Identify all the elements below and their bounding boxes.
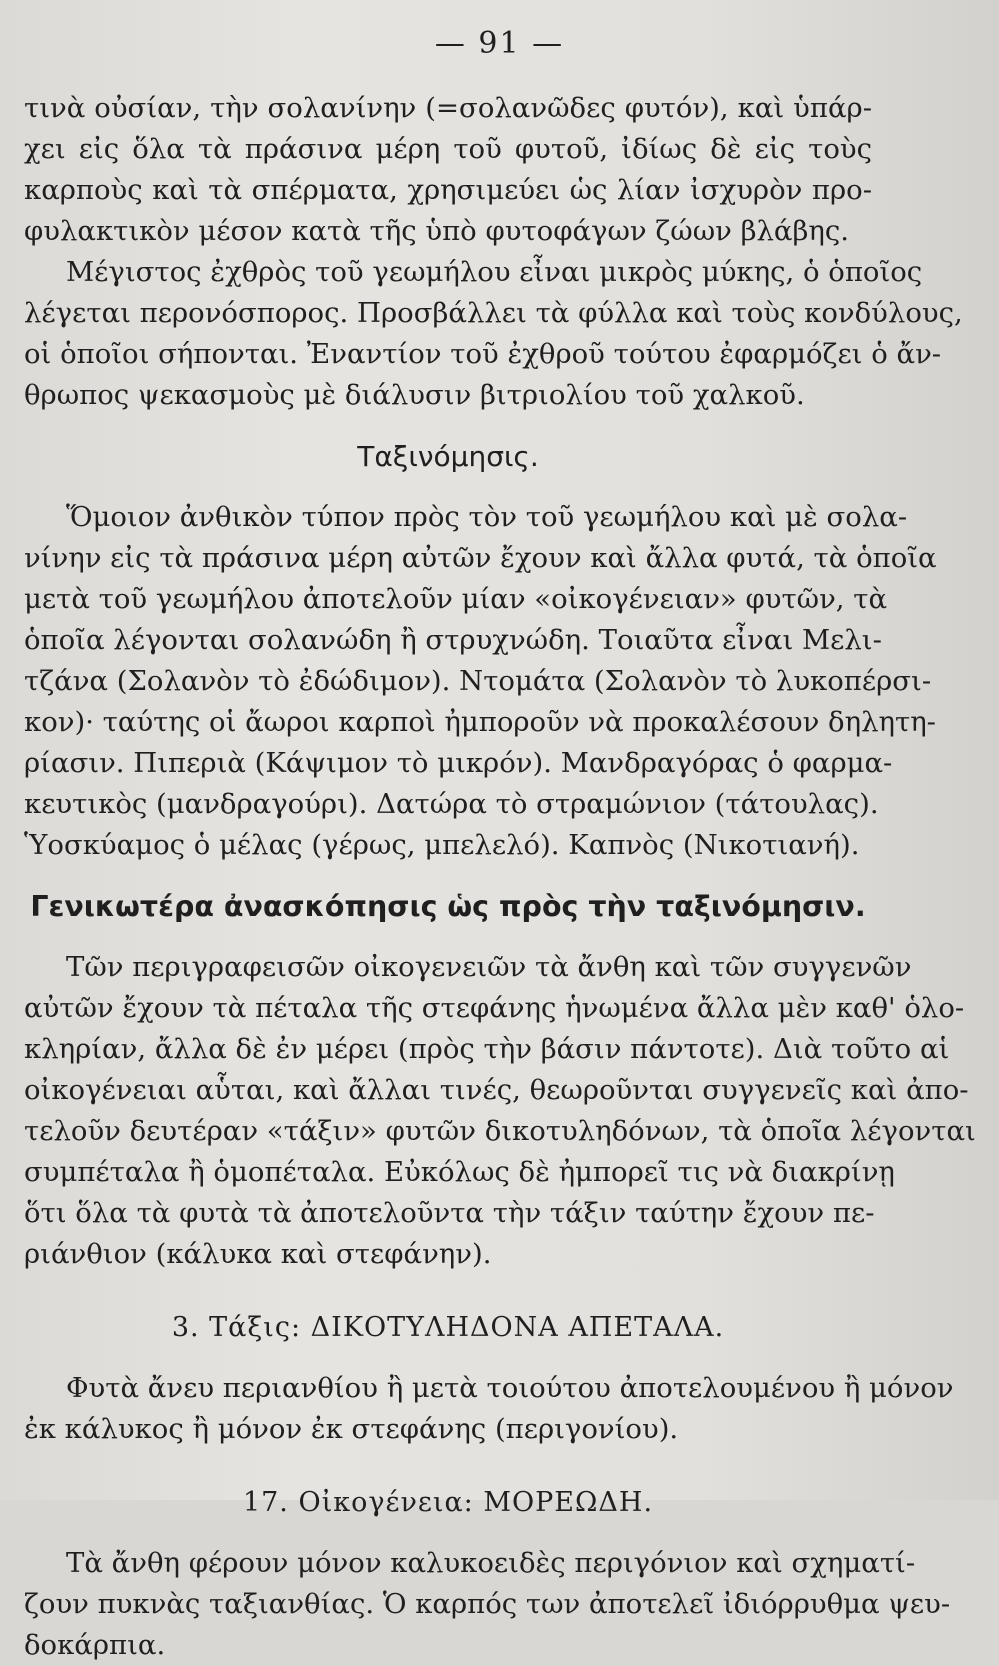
section-heading-general-review: Γενικωτέρα ἀνασκόπησις ὡς πρὸς τὴν ταξινόμησιν. <box>30 890 866 923</box>
text-line: Φυτὰ ἄνευ περιανθίου ἢ μετὰ τοιούτου ἀποτελουμένου ἢ μόνον <box>66 1372 954 1404</box>
text-line: τζάνα (Σολανὸν τὸ ἐδώδιμον). Ντομάτα (Σολανὸν τὸ λυκοπέρσι- <box>24 665 932 697</box>
text-line: λέγεται περονόσπορος. Προσβάλλει τὰ φύλλα καὶ τοὺς κονδύλους, <box>24 297 963 329</box>
text-line: Ὑοσκύαμος ὁ μέλας (γέρως, μπελελό). Καπνὸς (Νικοτιανή). <box>24 829 860 861</box>
text-line: συμπέταλα ἢ ὁμοπέταλα. Εὐκόλως δὲ ἠμπορεῖ τις νὰ διακρίνῃ <box>24 1156 895 1188</box>
text-line: ριάνθιον (κάλυκα καὶ στεφάνην). <box>24 1238 492 1270</box>
text-line: νίνην εἰς τὰ πράσινα μέρη αὐτῶν ἔχουν καὶ ἄλλα φυτά, τὰ ὁποῖα <box>24 542 937 574</box>
text-line: Τὰ ἄνθη φέρουν μόνον καλυκοειδὲς περιγόνιον καὶ σχηματί- <box>66 1547 916 1579</box>
text-line: ἐκ κάλυκος ἢ μόνον ἐκ στεφάνης (περιγονίου). <box>24 1413 679 1445</box>
text-line: Ὅμοιον ἀνθικὸν τύπον πρὸς τὸν τοῦ γεωμήλου καὶ μὲ σολα- <box>66 501 908 533</box>
paragraph-enemy <box>24 252 963 416</box>
page-number: — 91 — <box>434 26 565 61</box>
paragraph-solanaceae <box>24 497 937 866</box>
text-line: ὁποῖα λέγονται σολανώδη ἢ στρυχνώδη. Τοιαῦτα εἶναι Μελι- <box>24 624 882 656</box>
text-line: ὅτι ὅλα τὰ φυτὰ τὰ ἀποτελοῦντα τὴν τάξιν ταύτην ἔχουν πε- <box>24 1197 875 1229</box>
text-line: Μέγιστος ἐχθρὸς τοῦ γεωμήλου εἶναι μικρὸς μύκης, ὁ ὁποῖος <box>66 256 923 288</box>
paragraph-sympetalae <box>24 947 976 1275</box>
text-line: αὐτῶν ἔχουν τὰ πέταλα τῆς στεφάνης ἡνωμένα ἄλλα μὲν καθ' ὁλο- <box>24 992 965 1024</box>
text-block <box>24 88 976 1666</box>
family-heading-moraceae: 17. Οἰκογένεια: ΜΟΡΕΩΔΗ. <box>242 1487 654 1518</box>
text-line: χει εἰς ὅλα τὰ πράσινα μέρη τοῦ φυτοῦ, ἰδίως δὲ εἰς τοὺς <box>24 133 872 165</box>
text-line: κευτικὸς (μανδραγούρι). Δατώρα τὸ στραμώνιον (τάτουλας). <box>24 788 879 820</box>
text-line: ρίασιν. Πιπεριὰ (Κάψιμον τὸ μικρόν). Μανδραγόρας ὁ φαρμα- <box>24 747 893 779</box>
paragraph-moraceae <box>24 1543 951 1666</box>
paragraph-solanine <box>24 88 872 252</box>
text-line: κληρίαν, ἄλλα δὲ ἐν μέρει (πρὸς τὴν βάσιν πάντοτε). Διὰ τοῦτο αἱ <box>24 1033 950 1065</box>
text-line: κον)· ταύτης οἱ ἄωροι καρποὶ ἠμποροῦν νὰ προκαλέσουν δηλητη- <box>24 706 936 738</box>
text-line: τινὰ οὐσίαν, τὴν σολανίνην (=σολανῶδες φυτόν), καὶ ὑπάρ- <box>24 92 872 124</box>
text-line: μετὰ τοῦ γεωμήλου ἀποτελοῦν μίαν «οἰκογένειαν» φυτῶν, τὰ <box>24 583 888 615</box>
text-line: ζουν πυκνὰς ταξιανθίας. Ὁ καρπός των ἀποτελεῖ ἰδιόρρυθμα ψευ- <box>24 1588 951 1620</box>
paragraph-apetalae <box>24 1368 954 1450</box>
text-line: δοκάρπια. <box>24 1629 166 1661</box>
order-heading-apetalae: 3. Τάξις: ΔΙΚΟΤΥΛΗΔΟΝΑ ΑΠΕΤΑΛΑ. <box>171 1312 725 1343</box>
text-line: τελοῦν δευτέραν «τάξιν» φυτῶν δικοτυληδόνων, τὰ ὁποῖα λέγονται <box>24 1115 976 1147</box>
text-line: φυλακτικὸν μέσον κατὰ τῆς ὑπὸ φυτοφάγων ζώων βλάβης. <box>24 215 849 247</box>
text-line: Τῶν περιγραφεισῶν οἰκογενειῶν τὰ ἄνθη καὶ τῶν συγγενῶν <box>66 951 912 983</box>
text-line: οἱ ὁποῖοι σήπονται. Ἐναντίον τοῦ ἐχθροῦ τούτου ἐφαρμόζει ὁ ἄν- <box>24 338 942 370</box>
text-line: καρποὺς καὶ τὰ σπέρματα, χρησιμεύει ὡς λίαν ἰσχυρὸν προ- <box>24 174 872 206</box>
text-line: οἰκογένειαι αὗται, καὶ ἄλλαι τινές, θεωροῦνται συγγενεῖς καὶ ἀπο- <box>24 1074 969 1106</box>
text-line: θρωπος ψεκασμοὺς μὲ διάλυσιν βιτριολίου τοῦ χαλκοῦ. <box>24 379 805 411</box>
section-heading-classification: Ταξινόμησις. <box>357 440 539 473</box>
